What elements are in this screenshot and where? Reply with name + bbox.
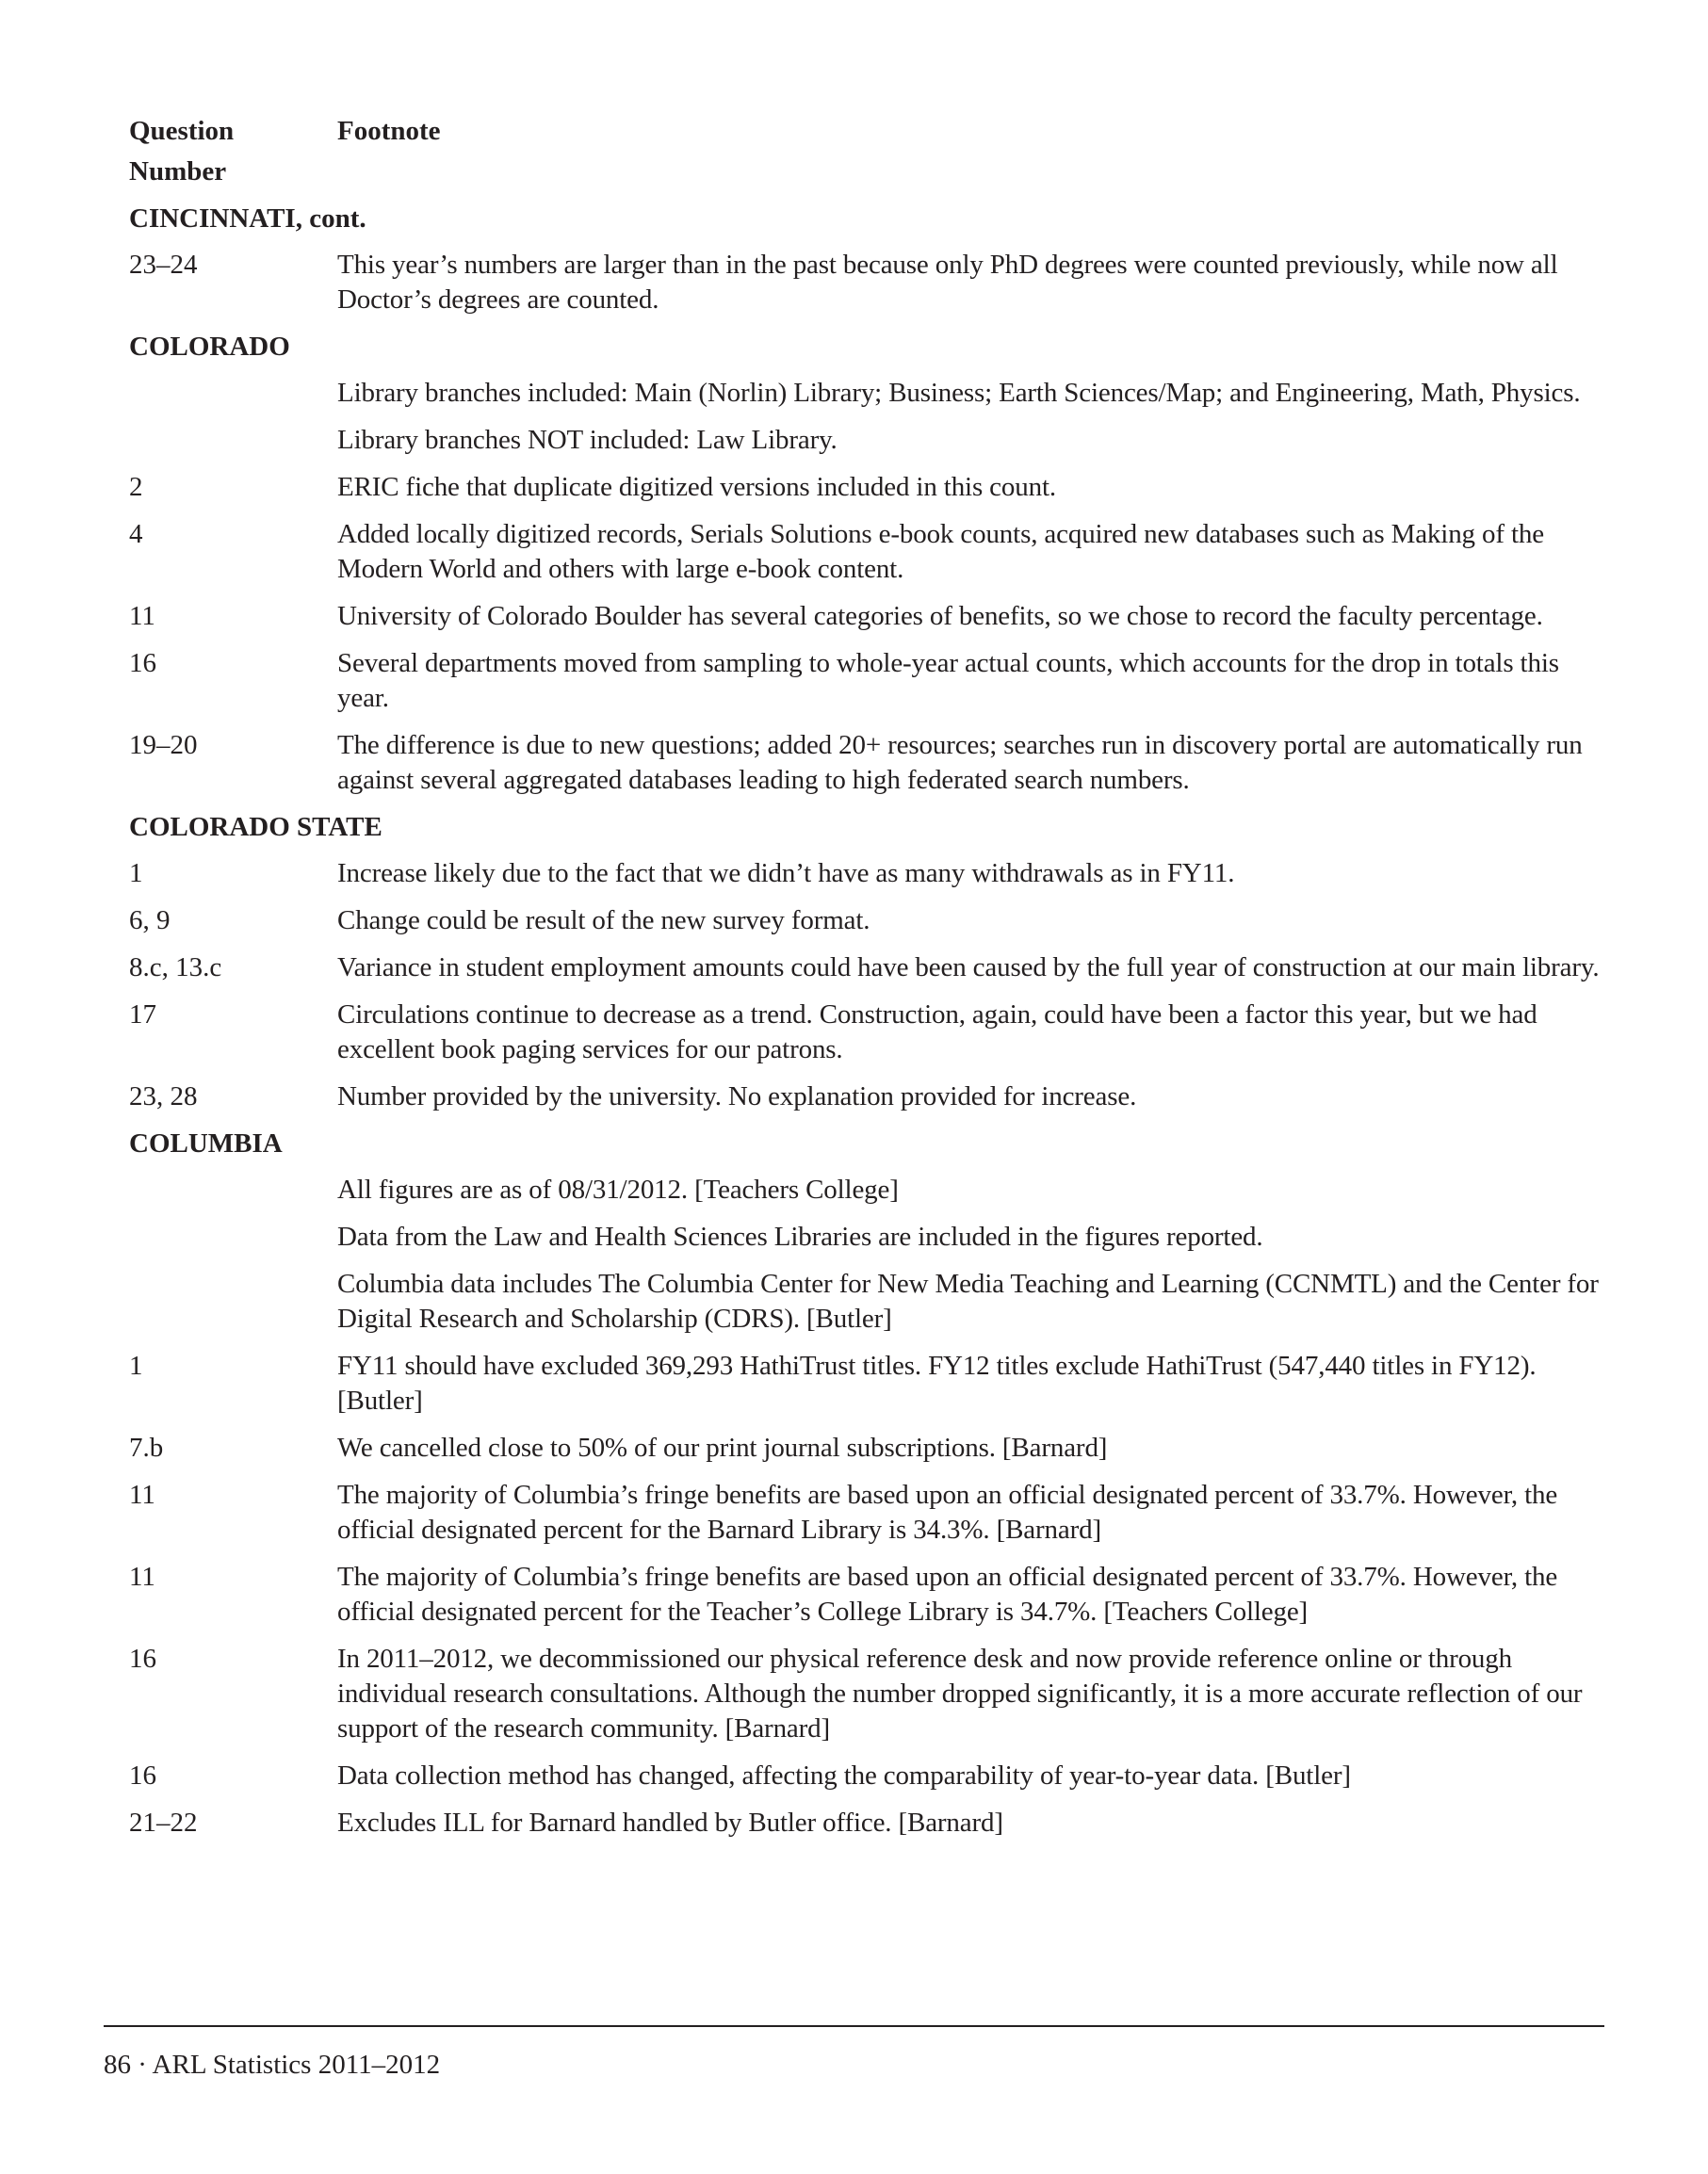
question-number: 2 (129, 472, 143, 502)
footnote-text: Added locally digitized records, Serials Solutions e-book counts, acquired new databases such as Making of the Modern World and others with large e-book content. (337, 519, 1544, 584)
footnote-row (129, 1560, 1608, 1630)
footnote-row (129, 728, 1608, 798)
footnote-header: Footnote (337, 116, 441, 146)
footnote-row (129, 903, 1608, 938)
question-number: 4 (129, 519, 143, 549)
footnote-text: ERIC fiche that duplicate digitized versions included in this count. (337, 472, 1056, 502)
footnote-text: In 2011–2012, we decommissioned our physical reference desk and now provide reference online or through individual research consultations. Although the number dropped significantly, it is a more accurate reflection of our support of the research community. [Barnard] (337, 1644, 1583, 1744)
section-title: COLUMBIA (129, 1128, 283, 1159)
footnote-text: Variance in student employment amounts could have been caused by the full year of construction at our main library. (337, 952, 1600, 982)
footnote-row (129, 1173, 1608, 1208)
footnote-row (129, 1349, 1608, 1419)
footnote-row (129, 1478, 1608, 1548)
footnote-text: All figures are as of 08/31/2012. [Teachers College] (337, 1175, 899, 1205)
question-number: 16 (129, 1644, 156, 1674)
footnote-text: Circulations continue to decrease as a trend. Construction, again, could have been a factor this year, but we had excellent book paging services for our patrons. (337, 999, 1537, 1064)
footnote-text: Change could be result of the new survey format. (337, 905, 870, 935)
footnote-text: This year’s numbers are larger than in the past because only PhD degrees were counted previously, while now all Doctor’s degrees are counted. (337, 250, 1558, 315)
footnote-text: Data collection method has changed, affecting the comparability of year-to-year data. [Butler] (337, 1760, 1351, 1791)
question-header-line2: Number (129, 156, 227, 187)
footnote-text: Increase likely due to the fact that we didn’t have as many withdrawals as in FY11. (337, 858, 1235, 888)
question-number (129, 1267, 337, 1337)
footnote-text: We cancelled close to 50% of our print journal subscriptions. [Barnard] (337, 1433, 1108, 1463)
question-number: 17 (129, 999, 156, 1030)
question-number: 23, 28 (129, 1081, 198, 1111)
footnote-row (129, 248, 1608, 317)
question-number: 16 (129, 648, 156, 678)
question-number: 1 (129, 858, 143, 888)
footnote-row (129, 1431, 1608, 1466)
question-number: 1 (129, 1351, 143, 1381)
question-number (129, 423, 337, 458)
footnote-text: FY11 should have excluded 369,293 HathiTrust titles. FY12 titles exclude HathiTrust (547,440 titles in FY12). [Butler] (337, 1351, 1537, 1416)
footnote-text: The difference is due to new questions; added 20+ resources; searches run in discovery portal are automatically run against several aggregated databases leading to high federated search numbers. (337, 730, 1583, 795)
footnote-sections (129, 202, 1608, 1841)
question-number: 8.c, 13.c (129, 952, 222, 982)
footnote-row (129, 1806, 1608, 1841)
question-number (129, 376, 337, 411)
question-number (129, 1173, 337, 1208)
footnote-text: Library branches included: Main (Norlin) Library; Business; Earth Sciences/Map; and Engineering, Math, Physics. (337, 378, 1581, 408)
footnote-row (129, 423, 1608, 458)
footnote-row (129, 517, 1608, 587)
footnote-text: The majority of Columbia’s fringe benefits are based upon an official designated percent of 33.7%. However, the official designated percent for the Barnard Library is 34.3%. [Barnard] (337, 1480, 1558, 1545)
question-number: 21–22 (129, 1808, 198, 1838)
footer-divider (104, 2025, 1604, 2027)
footnote-text: The majority of Columbia’s fringe benefits are based upon an official designated percent of 33.7%. However, the official designated percent for the Teacher’s College Library is 34.7%. [Teachers College] (337, 1562, 1558, 1627)
question-number: 11 (129, 601, 155, 631)
footnote-row (129, 1220, 1608, 1255)
footnote-row (129, 599, 1608, 634)
footnote-row (129, 856, 1608, 891)
question-number (129, 1220, 337, 1255)
footnote-row (129, 376, 1608, 411)
page-footer: 86 · ARL Statistics 2011–2012 (104, 2050, 441, 2080)
question-number: 6, 9 (129, 905, 171, 935)
footnote-row (129, 1267, 1608, 1337)
footnote-row (129, 1759, 1608, 1793)
question-header-line1: Question (129, 116, 235, 146)
question-number-header (129, 111, 337, 192)
question-number: 11 (129, 1562, 155, 1592)
footnote-text: Columbia data includes The Columbia Center for New Media Teaching and Learning (CCNMTL) and the Center for Digital Research and Scholarship (CDRS). [Butler] (337, 1269, 1599, 1334)
question-number: 11 (129, 1480, 155, 1510)
footnote-text: Number provided by the university. No explanation provided for increase. (337, 1081, 1137, 1111)
section-title: COLORADO STATE (129, 812, 382, 842)
footnote-text: Several departments moved from sampling to whole-year actual counts, which accounts for the drop in totals this year. (337, 648, 1559, 713)
footnotes-page (129, 111, 1608, 1853)
footnote-text: Library branches NOT included: Law Library. (337, 425, 838, 455)
footnote-row (129, 1079, 1608, 1114)
footnote-row (129, 470, 1608, 505)
question-number: 23–24 (129, 250, 198, 280)
footnote-text: Data from the Law and Health Sciences Libraries are included in the figures reported. (337, 1222, 1263, 1252)
section-title: COLORADO (129, 332, 290, 362)
question-number: 16 (129, 1760, 156, 1791)
table-header (129, 111, 1608, 192)
footnote-text: Excludes ILL for Barnard handled by Butler office. [Barnard] (337, 1808, 1003, 1838)
footnote-row (129, 998, 1608, 1067)
footnote-text: University of Colorado Boulder has several categories of benefits, so we chose to record the faculty percentage. (337, 601, 1543, 631)
footnote-row (129, 950, 1608, 985)
footnote-row (129, 1642, 1608, 1746)
question-number: 7.b (129, 1433, 164, 1463)
question-number: 19–20 (129, 730, 198, 760)
footnote-row (129, 646, 1608, 716)
section-title: CINCINNATI, cont. (129, 203, 366, 234)
